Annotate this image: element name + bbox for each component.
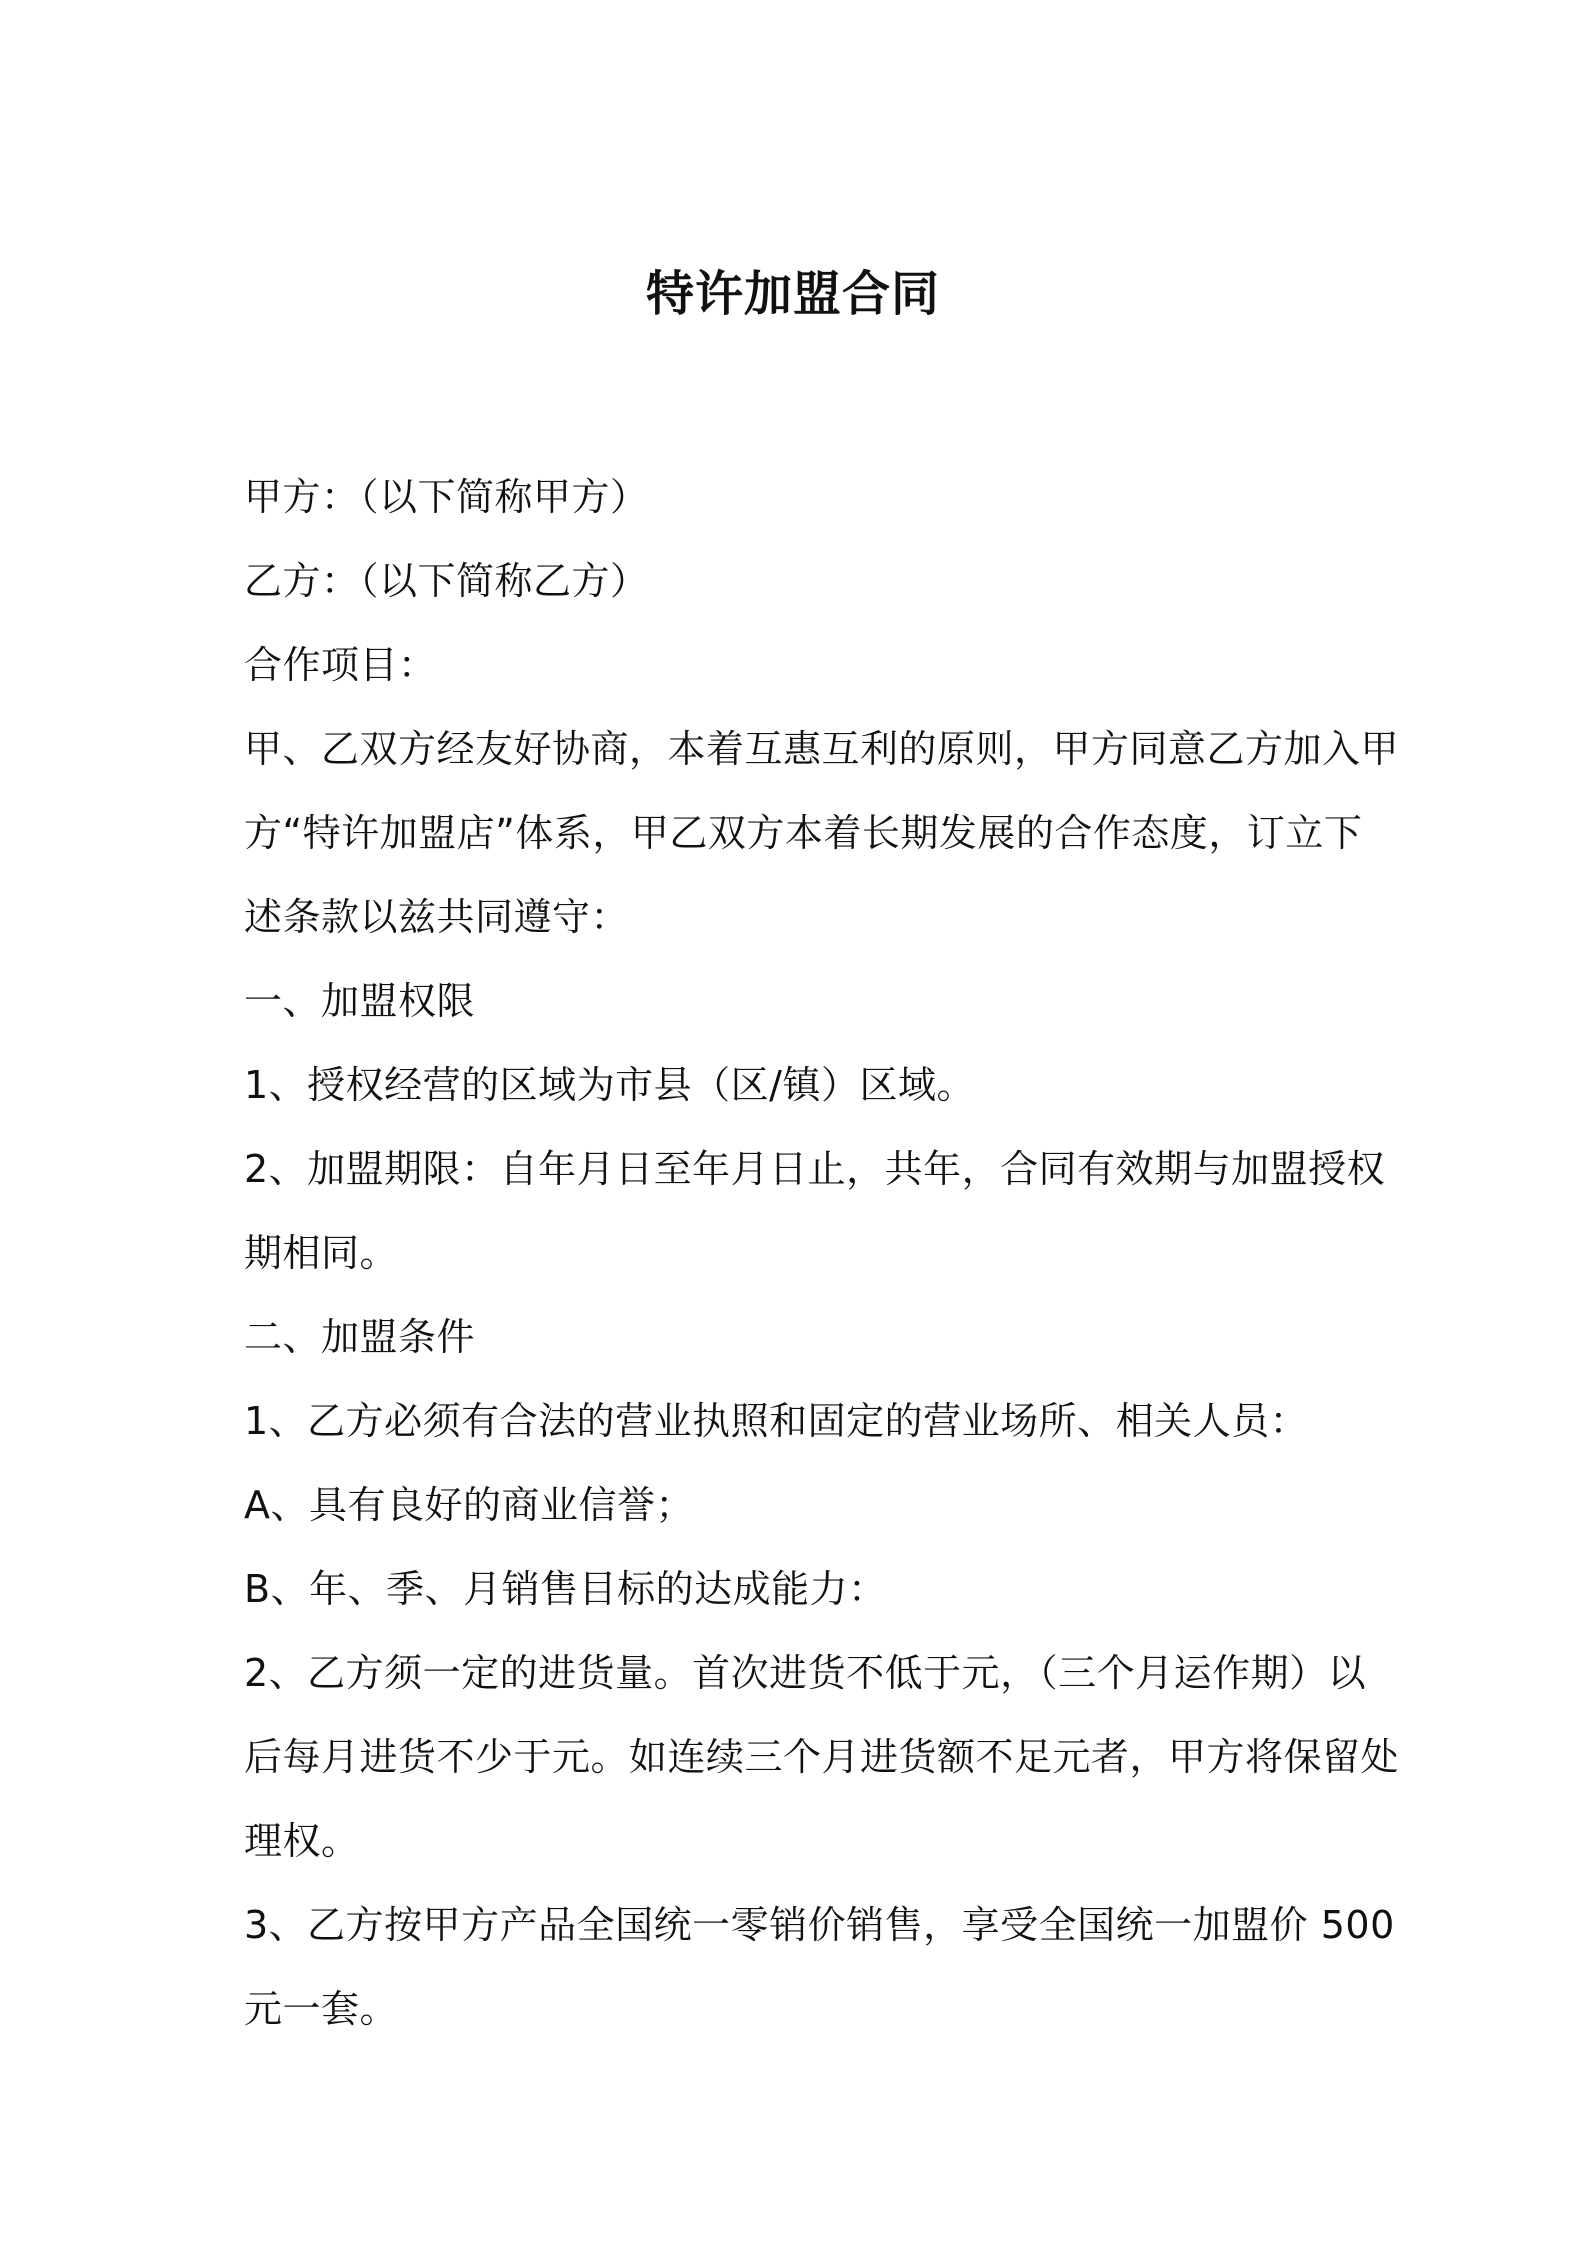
clause-line: 2、乙方须一定的进货量。首次进货不低于元，（三个月运作期）以 (244, 1651, 1367, 1695)
party-a-line: 甲方：（以下简称甲方） (244, 475, 649, 519)
document-title: 特许加盟合同 (645, 266, 940, 322)
clause-line: 1、授权经营的区域为市县（区/镇）区域。 (244, 1063, 975, 1107)
clause-line: A、具有良好的商业信誉； (244, 1483, 694, 1527)
paragraph-line: 述条款以兹共同遵守： (244, 895, 630, 939)
paragraph-line: 方“特许加盟店”体系，甲乙双方本着长期发展的合作态度，订立下 (244, 811, 1363, 855)
document-body (244, 455, 1400, 2051)
section-heading: 二、加盟条件 (244, 1315, 476, 1359)
paragraph-line: 甲、乙双方经友好协商，本着互惠互利的原则，甲方同意乙方加入甲 (244, 727, 1400, 771)
clause-line: 后每月进货不少于元。如连续三个月进货额不足元者，甲方将保留处 (244, 1735, 1400, 1779)
clause-line: 2、加盟期限：自年月日至年月日止，共年，合同有效期与加盟授权 (244, 1147, 1386, 1191)
section-heading: 一、加盟权限 (244, 979, 476, 1023)
clause-line: 1、乙方必须有合法的营业执照和固定的营业场所、相关人员： (244, 1399, 1309, 1443)
clause-line: 元一套。 (244, 1987, 399, 2031)
clause-line: 期相同。 (244, 1231, 399, 1275)
project-line: 合作项目： (244, 643, 437, 687)
party-b-line: 乙方：（以下简称乙方） (244, 559, 649, 603)
clause-line: 3、乙方按甲方产品全国统一零销价销售，享受全国统一加盟价 500 (244, 1903, 1395, 1947)
clause-line: B、年、季、月销售目标的达成能力： (244, 1567, 887, 1611)
clause-line: 理权。 (244, 1819, 360, 1863)
